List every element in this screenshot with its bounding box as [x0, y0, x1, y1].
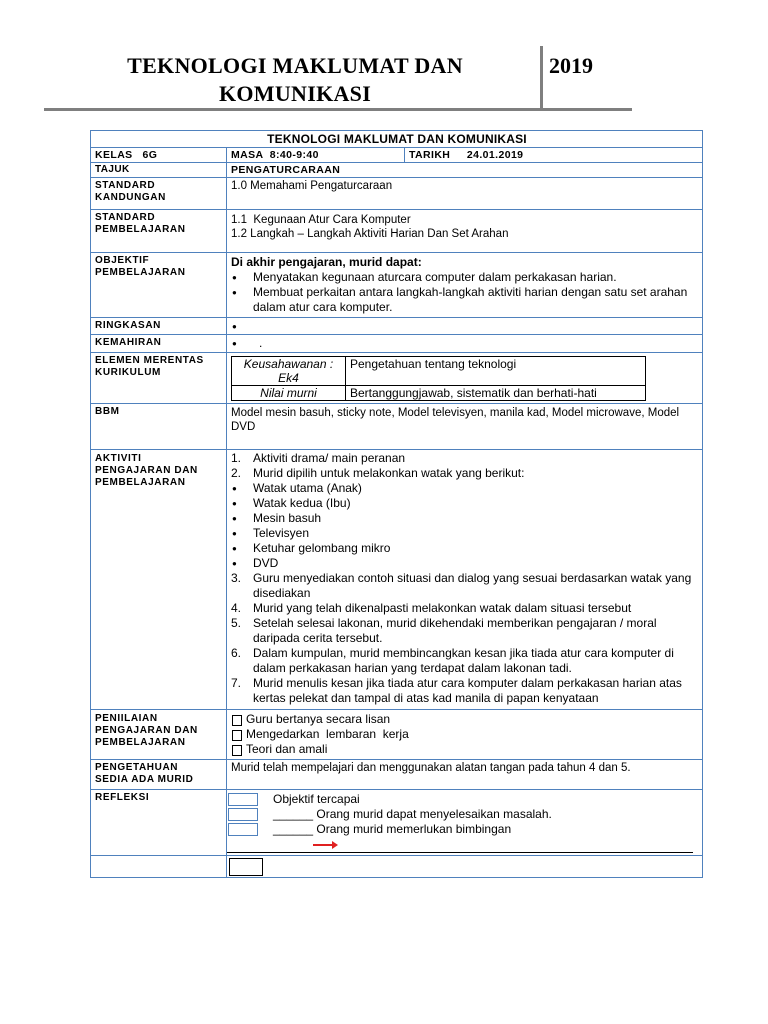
- list-item: ● Membuat perkaitan antara langkah-langkah aktiviti harian dengan satu set arahan dalam atur cara komputer.: [231, 285, 699, 315]
- table-row: [232, 386, 646, 401]
- empty-cell: [227, 856, 703, 878]
- aktiviti-steps-rest: [231, 571, 699, 706]
- table-row: [232, 357, 646, 386]
- elemen-label: [91, 353, 227, 404]
- standard-pembelajaran-label-line2: PEMBELAJARAN: [95, 224, 186, 235]
- list-item: 1. Aktiviti drama/ main peranan: [231, 451, 406, 465]
- elemen-inner-table: [231, 356, 646, 401]
- document-title: [95, 52, 495, 108]
- list-item: ● Watak kedua (Ibu): [231, 496, 699, 511]
- objektif-list: [231, 270, 699, 315]
- bbm-value: Model mesin basuh, sticky note, Model televisyen, manila kad, Model microwave, Model DVD: [227, 404, 703, 450]
- standard-kandungan-label-line2: KANDUNGAN: [95, 192, 166, 203]
- list-item: ● DVD: [231, 556, 699, 571]
- ringkasan-label: RINGKASAN: [91, 318, 227, 335]
- standard-pembelajaran-row: [91, 210, 703, 253]
- masa-cell: MASA 8:40-9:40: [227, 148, 405, 163]
- pengetahuan-value: Murid telah mempelajari dan menggunakan alatan tangan pada tahun 4 dan 5.: [227, 760, 703, 790]
- kemahiran-row: [91, 335, 703, 353]
- list-item: ______ Orang murid memerlukan bimbingan: [231, 822, 699, 837]
- aktiviti-label-line2: PENGAJARAN DAN: [95, 465, 198, 476]
- aktiviti-value: [227, 450, 703, 710]
- list-item: Teori dan amali: [231, 742, 699, 757]
- bbm-row: [91, 404, 703, 450]
- list-item: Mengedarkan lembaran kerja: [231, 727, 699, 742]
- list-item: ● Televisyen: [231, 526, 699, 541]
- penilaian-label-line1: PENIILAIAN: [95, 713, 158, 724]
- red-arrow-icon: [313, 844, 333, 846]
- signature-line: [227, 852, 693, 853]
- refleksi-label: REFLEKSI: [91, 790, 227, 856]
- list-item: ● Menyatakan kegunaan aturcara computer dalam perkakasan harian.: [231, 270, 699, 285]
- document-title-line1: TEKNOLOGI MAKLUMAT DAN: [127, 53, 463, 78]
- standard-pembelajaran-label-line1: STANDARD: [95, 212, 156, 223]
- ringkasan-row: [91, 318, 703, 335]
- penilaian-label: [91, 710, 227, 760]
- table-heading-row: [91, 131, 703, 148]
- objektif-label: [91, 253, 227, 318]
- standard-kandungan-value: 1.0 Memahami Pengaturcaraan: [227, 178, 703, 210]
- empty-row: [91, 856, 703, 878]
- standard-kandungan-label-line1: STANDARD: [95, 180, 156, 191]
- penilaian-value: [227, 710, 703, 760]
- aktiviti-label: [91, 450, 227, 710]
- kelas-row: [91, 148, 703, 163]
- header-vertical-rule: [540, 46, 543, 110]
- elemen-row: [91, 353, 703, 404]
- checkbox[interactable]: [232, 730, 242, 741]
- list-item: ● Mesin basuh: [231, 511, 699, 526]
- aktiviti-label-line1: AKTIVITI: [95, 453, 142, 464]
- list-item: ● Ketuhar gelombang mikro: [231, 541, 699, 556]
- list-item: ● Watak utama (Anak): [231, 481, 699, 496]
- tarikh-cell: TARIKH 24.01.2019: [405, 148, 703, 163]
- objektif-label-line1: OBJEKTIF: [95, 255, 150, 266]
- elemen-value-text: Pengetahuan tentang teknologi: [346, 357, 646, 386]
- elemen-label-line1: ELEMEN MERENTAS: [95, 355, 204, 366]
- elemen-value-text: Bertanggungjawab, sistematik dan berhati-hati: [346, 386, 646, 401]
- list-item: 5. Setelah selesai lakonan, murid dikehendaki memberikan pengajaran / moral daripada cerita tersebut.: [231, 616, 657, 645]
- checkbox[interactable]: [232, 745, 242, 756]
- standard-pembelajaran-label: [91, 210, 227, 253]
- objektif-label-line2: PEMBELAJARAN: [95, 267, 186, 278]
- pengetahuan-label-line2: SEDIA ADA MURID: [95, 774, 194, 785]
- aktiviti-roles: [231, 481, 699, 571]
- refleksi-box[interactable]: [228, 808, 258, 821]
- standard-pembelajaran-value: [227, 210, 703, 253]
- table-heading: TEKNOLOGI MAKLUMAT DAN KOMUNIKASI: [91, 131, 703, 148]
- checkbox[interactable]: [232, 715, 242, 726]
- arrow-row: [231, 837, 699, 852]
- list-item: Objektif tercapai: [231, 792, 699, 807]
- elemen-key: Keusahawanan : Ek4: [232, 357, 346, 386]
- bbm-label: BBM: [91, 404, 227, 450]
- penilaian-label-line3: PEMBELAJARAN: [95, 737, 186, 748]
- aktiviti-row: [91, 450, 703, 710]
- pengetahuan-label: [91, 760, 227, 790]
- refleksi-row: [91, 790, 703, 856]
- refleksi-value: [227, 790, 703, 856]
- kemahiran-value: [227, 335, 703, 353]
- list-item: 2. Murid dipilih untuk melakonkan watak yang berikut:: [231, 466, 525, 480]
- aktiviti-steps: [231, 451, 699, 481]
- lesson-plan-table: [90, 130, 703, 878]
- elemen-key: Nilai murni: [232, 386, 346, 401]
- pengetahuan-row: [91, 760, 703, 790]
- refleksi-box[interactable]: [228, 793, 258, 806]
- ringkasan-value: [227, 318, 703, 335]
- kemahiran-label: KEMAHIRAN: [91, 335, 227, 353]
- list-item: 6. Dalam kumpulan, murid membincangkan kesan jika tiada atur cara komputer di dalam perkakasan harian yang terdapat dalam lakonan tadi.: [231, 646, 674, 675]
- list-item: 3. Guru menyediakan contoh situasi dan dialog yang sesuai berdasarkan watak yang disediakan: [231, 571, 692, 600]
- objektif-intro: Di akhir pengajaran, murid dapat:: [231, 255, 422, 269]
- header-horizontal-rule: [44, 108, 632, 111]
- tajuk-value: PENGATURCARAAN: [227, 163, 703, 178]
- list-item: 1.1 Kegunaan Atur Cara Komputer: [231, 214, 411, 226]
- penilaian-label-line2: PENGAJARAN DAN: [95, 725, 198, 736]
- objektif-row: [91, 253, 703, 318]
- kelas-cell: KELAS 6G: [91, 148, 227, 163]
- empty-box: [229, 858, 263, 876]
- list-item: 4. Murid yang telah dikenalpasti melakonkan watak dalam situasi tersebut: [231, 601, 632, 615]
- document-year: 2019: [549, 53, 593, 78]
- standard-kandungan-label: [91, 178, 227, 210]
- tajuk-label: TAJUK: [91, 163, 227, 178]
- list-item: Guru bertanya secara lisan: [231, 712, 699, 727]
- list-item: ● .: [231, 336, 699, 351]
- refleksi-box[interactable]: [228, 823, 258, 836]
- aktiviti-label-line3: PEMBELAJARAN: [95, 477, 186, 488]
- objektif-value: [227, 253, 703, 318]
- penilaian-row: [91, 710, 703, 760]
- list-item: 1.2 Langkah – Langkah Aktiviti Harian Dan Set Arahan: [231, 228, 509, 240]
- elemen-value: [227, 353, 703, 404]
- tajuk-row: [91, 163, 703, 178]
- list-item: ______ Orang murid dapat menyelesaikan masalah.: [231, 807, 699, 822]
- pengetahuan-label-line1: PENGETAHUAN: [95, 762, 179, 773]
- elemen-label-line2: KURIKULUM: [95, 367, 161, 378]
- empty-cell: [91, 856, 227, 878]
- list-item: 7. Murid menulis kesan jika tiada atur cara komputer dalam perkakasan harian atas kertas pelekat dan tampal di atas kad manila di papan kenyataan: [231, 676, 682, 705]
- standard-kandungan-row: [91, 178, 703, 210]
- document-title-line2: KOMUNIKASI: [218, 81, 372, 106]
